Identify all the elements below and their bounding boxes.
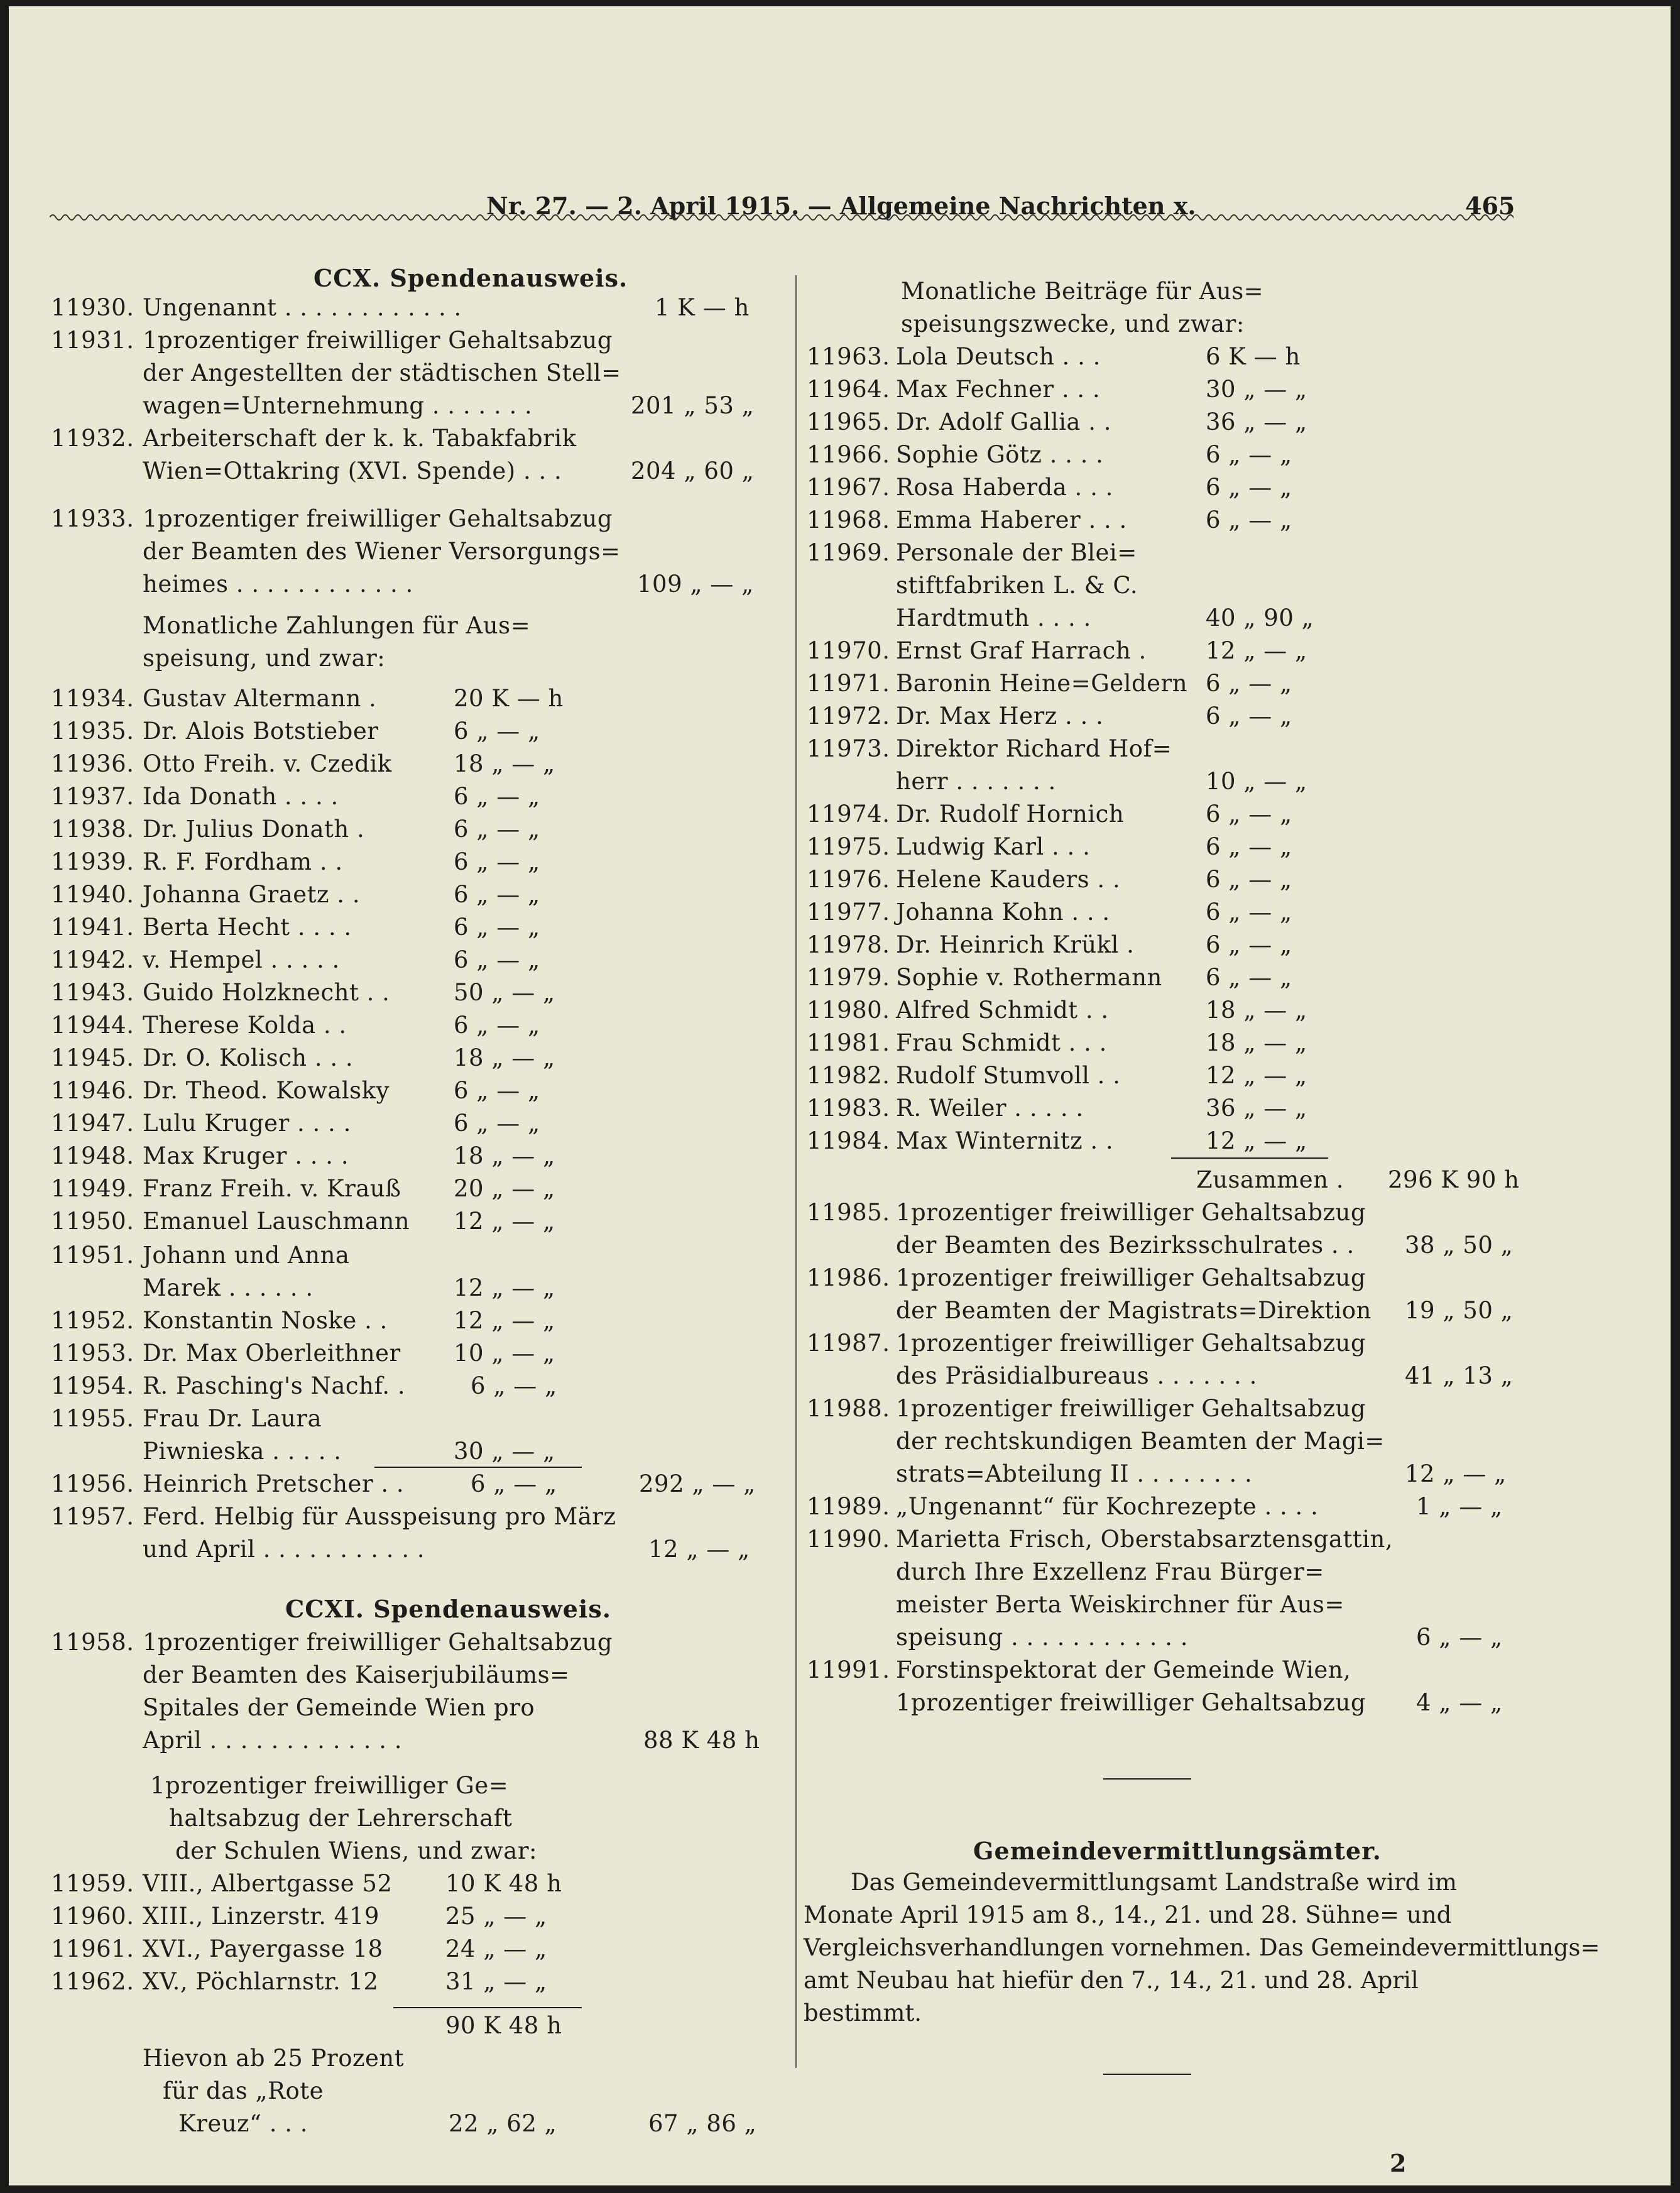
entry-text: Dr. Julius Donath . xyxy=(143,816,365,843)
section-title-ccx: CCX. Spendenausweis. xyxy=(314,264,628,292)
entry-text: XIII., Linzerstr. 419 xyxy=(143,1903,379,1930)
entry-amount: 24 „ — „ xyxy=(445,1935,547,1962)
entry-amount: 12 „ — „ xyxy=(1206,1062,1307,1089)
entry-text: XV., Pöchlarnstr. 12 xyxy=(143,1968,379,1995)
entry-number: 11980. xyxy=(807,997,890,1024)
school-sum: 90 K 48 h xyxy=(445,2012,562,2039)
entry-text: heimes . . . . . . . . . . . . xyxy=(143,571,413,598)
paragraph-line: Das Gemeindevermittlungsamt Landstraße wird im xyxy=(851,1869,1457,1896)
subheading: Monatliche Beiträge für Aus= xyxy=(901,278,1264,305)
entry-number: 11952. xyxy=(51,1307,134,1334)
entry-text: 1prozentiger freiwilliger Gehaltsabzug xyxy=(143,1629,613,1656)
entry-amount: 6 „ — „ xyxy=(1206,801,1292,828)
entry-text: der Beamten des Kaiserjubiläums= xyxy=(143,1661,570,1688)
entry-amount: 6 „ — „ xyxy=(1206,441,1292,468)
entry-text: Ferd. Helbig für Ausspeisung pro März xyxy=(143,1503,616,1530)
subheading: der Schulen Wiens, und zwar: xyxy=(175,1837,538,1864)
entry-number: 11988. xyxy=(807,1395,890,1422)
entry-number: 11946. xyxy=(51,1077,134,1104)
entry-text: Johanna Graetz . . xyxy=(143,881,361,908)
entry-amount: 25 „ — „ xyxy=(445,1903,547,1930)
entry-number: 11967. xyxy=(807,474,890,501)
entry-amount: 4 „ — „ xyxy=(1416,1689,1503,1716)
entry-text: der Beamten des Wiener Versorgungs= xyxy=(143,538,621,565)
entry-amount: 6 „ — „ xyxy=(454,848,540,875)
paragraph-line: Monate April 1915 am 8., 14., 21. und 28. Sühne= und xyxy=(804,1901,1452,1928)
entry-amount: 6 „ — „ xyxy=(454,1110,540,1137)
entry-number: 11949. xyxy=(51,1175,134,1202)
paragraph-line: Vergleichsverhandlungen vornehmen. Das Gemeindevermittlungs= xyxy=(804,1934,1600,1961)
entry-text: der Angestellten der städtischen Stell= xyxy=(143,359,621,386)
entry-amount: 6 „ — „ xyxy=(1206,931,1292,958)
section-title-ccxi: CCXI. Spendenausweis. xyxy=(285,1595,611,1623)
entry-number: 11956. xyxy=(51,1470,134,1497)
entry-amount: 36 „ — „ xyxy=(1206,408,1307,435)
entry-amount: 10 K 48 h xyxy=(445,1870,562,1897)
entry-amount: 6 „ — „ xyxy=(454,881,540,908)
entry-text: wagen=Unternehmung . . . . . . . xyxy=(143,392,533,419)
entry-text: R. Pasching's Nachf. . xyxy=(143,1372,406,1399)
entry-amount: 1 „ — „ xyxy=(1416,1493,1503,1520)
entry-text: Therese Kolda . . xyxy=(143,1012,347,1039)
entry-amount: 6 „ — „ xyxy=(454,914,540,941)
entry-text: Alfred Schmidt . . xyxy=(896,997,1109,1024)
entry-number: 11971. xyxy=(807,670,890,697)
entry-text: Rosa Haberda . . . xyxy=(896,474,1113,501)
subheading: haltsabzug der Lehrerschaft xyxy=(169,1805,513,1832)
entry-amount: 201 „ 53 „ xyxy=(631,392,755,419)
page-number: 465 xyxy=(1465,192,1515,220)
entry-text: Ungenannt . . . . . . . . . . . . xyxy=(143,294,462,321)
entry-text: Johann und Anna xyxy=(143,1242,350,1269)
entry-amount: 50 „ — „ xyxy=(454,979,555,1006)
running-header: Nr. 27. — 2. April 1915. — Allgemeine Nachrichten x. xyxy=(486,192,1196,220)
entry-number: 11979. xyxy=(807,964,890,991)
entry-text: Baronin Heine=Geldern xyxy=(896,670,1188,697)
entry-text: Max Winternitz . . xyxy=(896,1127,1114,1154)
entry-number: 11953. xyxy=(51,1340,134,1367)
entry-number: 11939. xyxy=(51,848,134,875)
entry-text: 1prozentiger freiwilliger Gehaltsabzug xyxy=(896,1689,1366,1716)
entry-amount: 18 „ — „ xyxy=(454,1142,555,1169)
redcross-net: 67 „ 86 „ xyxy=(648,2110,757,2137)
entry-number: 11934. xyxy=(51,685,134,712)
entry-text: stiftfabriken L. & C. xyxy=(896,572,1138,599)
entry-text: des Präsidialbureaus . . . . . . . xyxy=(896,1362,1257,1389)
entry-number: 11966. xyxy=(807,441,890,468)
entry-amount: 6 „ — „ xyxy=(1206,506,1292,533)
subtotal-rule xyxy=(374,1467,582,1468)
entry-text: der Beamten des Bezirksschulrates . . xyxy=(896,1232,1355,1259)
entry-text: 1prozentiger freiwilliger Gehaltsabzug xyxy=(143,505,613,532)
entry-number: 11969. xyxy=(807,539,890,566)
entry-number: 11964. xyxy=(807,376,890,403)
entry-amount: 6 „ — „ xyxy=(471,1372,557,1399)
entry-text: April . . . . . . . . . . . . . xyxy=(143,1727,403,1754)
entry-text: VIII., Albertgasse 52 xyxy=(143,1870,393,1897)
entry-number: 11931. xyxy=(51,327,134,354)
entry-text: Max Fechner . . . xyxy=(896,376,1101,403)
entry-text: Dr. Rudolf Hornich xyxy=(896,801,1125,828)
entry-amount: 88 K 48 h xyxy=(643,1727,760,1754)
entry-amount: 6 „ — „ xyxy=(1206,899,1292,926)
subheading: 1prozentiger freiwilliger Ge= xyxy=(150,1772,509,1799)
entry-text: Dr. Adolf Gallia . . xyxy=(896,408,1111,435)
subtotal-rule xyxy=(1171,1157,1328,1159)
entry-number: 11944. xyxy=(51,1012,134,1039)
sum-amount: 296 K 90 h xyxy=(1388,1166,1520,1193)
entry-number: 11941. xyxy=(51,914,134,941)
entry-amount: 6 „ — „ xyxy=(1206,670,1292,697)
redcross-amount: 22 „ 62 „ xyxy=(449,2110,557,2137)
entry-text: Dr. Theod. Kowalsky xyxy=(143,1077,390,1104)
entry-number: 11986. xyxy=(807,1264,890,1291)
entry-number: 11935. xyxy=(51,718,134,745)
entry-number: 11968. xyxy=(807,506,890,533)
entry-text: Gustav Altermann . xyxy=(143,685,377,712)
entry-text: Frau Schmidt . . . xyxy=(896,1029,1107,1056)
entry-number: 11974. xyxy=(807,801,890,828)
entry-amount: 12 „ — „ xyxy=(1206,637,1307,664)
entry-amount: 30 „ — „ xyxy=(454,1438,555,1465)
entry-text: Otto Freih. v. Czedik xyxy=(143,750,392,777)
entry-amount: 6 „ — „ xyxy=(1416,1624,1503,1651)
entry-amount: 6 „ — „ xyxy=(454,946,540,973)
entry-text: v. Hempel . . . . . xyxy=(143,946,340,973)
entry-amount: 6 „ — „ xyxy=(1206,866,1292,893)
entry-amount: 6 „ — „ xyxy=(454,718,540,745)
entry-number: 11987. xyxy=(807,1330,890,1357)
entry-amount: 109 „ — „ xyxy=(637,571,754,598)
entry-number: 11948. xyxy=(51,1142,134,1169)
entry-text: Marietta Frisch, Oberstabsarztensgattin, xyxy=(896,1526,1394,1553)
entry-amount: 31 „ — „ xyxy=(445,1968,547,1995)
entry-amount: 12 „ — „ xyxy=(1405,1460,1507,1487)
entry-text: Dr. Max Oberleithner xyxy=(143,1340,401,1367)
entry-number: 11975. xyxy=(807,833,890,860)
entry-number: 11957. xyxy=(51,1503,134,1530)
entry-amount: 12 „ — „ xyxy=(454,1274,555,1301)
entry-text: Rudolf Stumvoll . . xyxy=(896,1062,1121,1089)
entry-number: 11991. xyxy=(807,1656,890,1683)
entry-text: Konstantin Noske . . xyxy=(143,1307,388,1334)
paragraph-line: bestimmt. xyxy=(804,1999,922,2026)
paragraph-line: amt Neubau hat hiefür den 7., 14., 21. und 28. April xyxy=(804,1967,1419,1994)
entry-text: der rechtskundigen Beamten der Magi= xyxy=(896,1428,1385,1455)
entry-text: durch Ihre Exzellenz Frau Bürger= xyxy=(896,1558,1324,1585)
newspaper-page xyxy=(9,6,1671,2185)
entry-text: R. Weiler . . . . . xyxy=(896,1095,1084,1122)
entry-text: meister Berta Weiskirchner für Aus= xyxy=(896,1591,1345,1618)
entry-number: 11970. xyxy=(807,637,890,664)
entry-text: Ida Donath . . . . xyxy=(143,783,339,810)
entry-number: 11932. xyxy=(51,425,134,452)
entry-number: 11978. xyxy=(807,931,890,958)
entry-text: Personale der Blei= xyxy=(896,539,1137,566)
entry-number: 11977. xyxy=(807,899,890,926)
redcross-text: für das „Rote xyxy=(163,2077,324,2104)
entry-text: Dr. Alois Botstieber xyxy=(143,718,379,745)
entry-number: 11983. xyxy=(807,1095,890,1122)
entry-number: 11950. xyxy=(51,1208,134,1235)
entry-text: Spitales der Gemeinde Wien pro xyxy=(143,1694,535,1721)
entry-text: 1prozentiger freiwilliger Gehaltsabzug xyxy=(143,327,613,354)
entry-text: Ernst Graf Harrach . xyxy=(896,637,1147,664)
entry-number: 11973. xyxy=(807,735,890,762)
entry-amount: 12 „ — „ xyxy=(648,1536,750,1563)
entry-amount: 12 „ — „ xyxy=(454,1307,555,1334)
entry-amount: 10 „ — „ xyxy=(1206,768,1307,795)
section-title-gva: Gemeindevermittlungsämter. xyxy=(973,1837,1382,1865)
entry-number: 11943. xyxy=(51,979,134,1006)
entry-number: 11981. xyxy=(807,1029,890,1056)
column-divider xyxy=(795,275,797,2068)
entry-text: Direktor Richard Hof= xyxy=(896,735,1172,762)
entry-amount: 18 „ — „ xyxy=(454,750,555,777)
entry-amount: 6 „ — „ xyxy=(454,1012,540,1039)
subheading: speisung, und zwar: xyxy=(143,645,386,672)
entry-number: 11945. xyxy=(51,1044,134,1071)
entry-number: 11937. xyxy=(51,783,134,810)
entry-number: 11930. xyxy=(51,294,134,321)
entry-text: Lola Deutsch . . . xyxy=(896,343,1101,370)
entry-text: Sophie Götz . . . . xyxy=(896,441,1104,468)
entry-number: 11938. xyxy=(51,816,134,843)
entry-text: 1prozentiger freiwilliger Gehaltsabzug xyxy=(896,1330,1366,1357)
entry-amount: 18 „ — „ xyxy=(454,1044,555,1071)
entry-amount: 6 „ — „ xyxy=(454,1077,540,1104)
entry-amount: 30 „ — „ xyxy=(1206,376,1307,403)
entry-text: Dr. O. Kolisch . . . xyxy=(143,1044,354,1071)
entry-number: 11989. xyxy=(807,1493,890,1520)
entry-text: Forstinspektorat der Gemeinde Wien, xyxy=(896,1656,1351,1683)
entry-text: Franz Freih. v. Krauß xyxy=(143,1175,401,1202)
entry-text: Ludwig Karl . . . xyxy=(896,833,1091,860)
entry-number: 11936. xyxy=(51,750,134,777)
entry-amount: 18 „ — „ xyxy=(1206,1029,1307,1056)
entry-number: 11951. xyxy=(51,1242,134,1269)
entry-number: 11960. xyxy=(51,1903,134,1930)
entry-text: 1prozentiger freiwilliger Gehaltsabzug xyxy=(896,1395,1366,1422)
entry-number: 11959. xyxy=(51,1870,134,1897)
subheading: Monatliche Zahlungen für Aus= xyxy=(143,612,531,639)
entry-amount: 40 „ 90 „ xyxy=(1206,604,1314,632)
sheet-signature-mark: 2 xyxy=(1390,2149,1407,2177)
entry-number: 11955. xyxy=(51,1405,134,1432)
entry-text: Dr. Max Herz . . . xyxy=(896,703,1104,730)
entry-amount: 1 K — h xyxy=(655,294,750,321)
entry-text: Wien=Ottakring (XVI. Spende) . . . xyxy=(143,457,562,484)
entry-number: 11942. xyxy=(51,946,134,973)
entry-number: 11976. xyxy=(807,866,890,893)
entry-amount: 20 „ — „ xyxy=(454,1175,555,1202)
entry-text: Berta Hecht . . . . xyxy=(143,914,352,941)
entry-text: „Ungenannt“ für Kochrezepte . . . . xyxy=(896,1493,1319,1520)
entry-number: 11984. xyxy=(807,1127,890,1154)
entry-number: 11940. xyxy=(51,881,134,908)
subtotal-rule xyxy=(393,2007,582,2008)
entry-amount: 204 „ 60 „ xyxy=(631,457,755,484)
entry-amount: 6 K — h xyxy=(1206,343,1301,370)
entry-amount: 6 „ — „ xyxy=(454,783,540,810)
entry-text: XVI., Payergasse 18 xyxy=(143,1935,383,1962)
entry-amount: 6 „ — „ xyxy=(1206,833,1292,860)
entry-amount: 6 „ — „ xyxy=(454,816,540,843)
entry-text: R. F. Fordham . . xyxy=(143,848,343,875)
separator-rule xyxy=(1103,2074,1191,2075)
entry-text: Piwnieska . . . . . xyxy=(143,1438,342,1465)
entry-amount: 20 K — h xyxy=(454,685,564,712)
entry-text: speisung . . . . . . . . . . . . xyxy=(896,1624,1189,1651)
entry-text: Frau Dr. Laura xyxy=(143,1405,322,1432)
subheading: speisungszwecke, und zwar: xyxy=(901,310,1245,337)
redcross-text: Kreuz“ . . . xyxy=(178,2110,308,2137)
entry-number: 11963. xyxy=(807,343,890,370)
entry-text: herr . . . . . . . xyxy=(896,768,1056,795)
entry-number: 11982. xyxy=(807,1062,890,1089)
entry-text: Arbeiterschaft der k. k. Tabakfabrik xyxy=(143,425,577,452)
entry-number: 11972. xyxy=(807,703,890,730)
header-wavy-rule xyxy=(50,211,1514,224)
entry-text: Guido Holzknecht . . xyxy=(143,979,390,1006)
entry-number: 11985. xyxy=(807,1199,890,1226)
entry-amount: 6 „ — „ xyxy=(471,1470,557,1497)
entry-number: 11990. xyxy=(807,1526,890,1553)
entry-number: 11933. xyxy=(51,505,134,532)
separator-rule xyxy=(1103,1778,1191,1780)
entry-text: Helene Kauders . . xyxy=(896,866,1121,893)
entry-number: 11965. xyxy=(807,408,890,435)
entry-number: 11961. xyxy=(51,1935,134,1962)
entry-number: 11954. xyxy=(51,1372,134,1399)
entry-amount: 38 „ 50 „ xyxy=(1405,1232,1514,1259)
entry-amount: 36 „ — „ xyxy=(1206,1095,1307,1122)
entry-text: 1prozentiger freiwilliger Gehaltsabzug xyxy=(896,1264,1366,1291)
entry-amount: 6 „ — „ xyxy=(1206,703,1292,730)
sum-label: Zusammen . xyxy=(1196,1166,1345,1193)
entry-text: Dr. Heinrich Krükl . xyxy=(896,931,1135,958)
entry-amount: 18 „ — „ xyxy=(1206,997,1307,1024)
entry-text: strats=Abteilung II . . . . . . . . xyxy=(896,1460,1253,1487)
entry-text: Marek . . . . . . xyxy=(143,1274,314,1301)
entry-text: Emma Haberer . . . xyxy=(896,506,1127,533)
entry-amount: 19 „ 50 „ xyxy=(1405,1297,1514,1324)
entry-text: Heinrich Pretscher . . xyxy=(143,1470,405,1497)
entry-number: 11958. xyxy=(51,1629,134,1656)
entry-text: Emanuel Lauschmann xyxy=(143,1208,410,1235)
entry-text: Johanna Kohn . . . xyxy=(896,899,1110,926)
entry-number: 11962. xyxy=(51,1968,134,1995)
entry-amount: 6 „ — „ xyxy=(1206,964,1292,991)
entry-text: Sophie v. Rothermann xyxy=(896,964,1162,991)
entry-text: Lulu Kruger . . . . xyxy=(143,1110,351,1137)
redcross-text: Hievon ab 25 Prozent xyxy=(143,2045,405,2072)
entry-text: und April . . . . . . . . . . . xyxy=(143,1536,425,1563)
entry-total: 292 „ — „ xyxy=(639,1470,756,1497)
entry-text: Max Kruger . . . . xyxy=(143,1142,349,1169)
entry-number: 11947. xyxy=(51,1110,134,1137)
entry-amount: 10 „ — „ xyxy=(454,1340,555,1367)
entry-amount: 12 „ — „ xyxy=(454,1208,555,1235)
entry-text: Hardtmuth . . . . xyxy=(896,604,1091,632)
entry-amount: 6 „ — „ xyxy=(1206,474,1292,501)
entry-text: der Beamten der Magistrats=Direktion xyxy=(896,1297,1372,1324)
entry-text: 1prozentiger freiwilliger Gehaltsabzug xyxy=(896,1199,1366,1226)
entry-amount: 12 „ — „ xyxy=(1206,1127,1307,1154)
entry-amount: 41 „ 13 „ xyxy=(1405,1362,1514,1389)
